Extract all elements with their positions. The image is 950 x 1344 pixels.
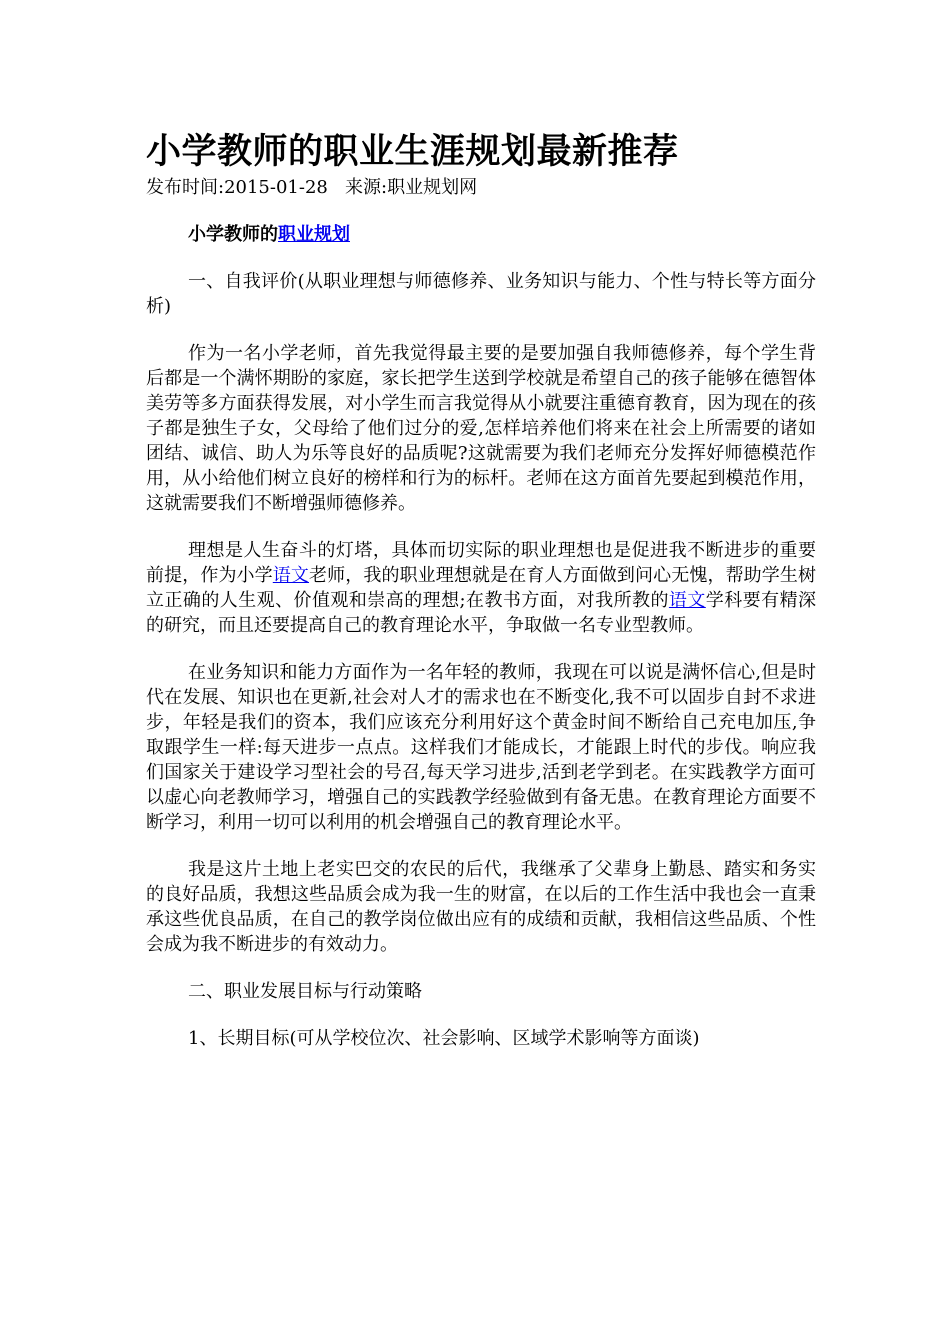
chinese-subject-link-1[interactable]: 语文 xyxy=(272,565,310,586)
goals-heading: 二、职业发展目标与行动策略 xyxy=(188,981,422,1002)
article-meta xyxy=(146,175,846,201)
paragraph-ideals-text-c: 学科要有精深的研究，而且还要提高自己的教育理论水平，争取做一名专业型教师。 xyxy=(146,590,817,636)
paragraph-ideals xyxy=(146,538,816,638)
article-title: 小学教师的职业生涯规划最新推荐 xyxy=(146,131,679,172)
paragraph-ideals-text-a: 理想是人生奋斗的灯塔，具体而切实际的职业理想也是促进我不断进步的重要前提，作为小学 xyxy=(146,540,816,586)
paragraph-ethics: 作为一名小学老师，首先我觉得最主要的是要加强自我师德修养，每个学生背后都是一个满怀期盼的家庭，家长把学生送到学校就是希望自己的孩子能够在德智体美劳等多方面获得发展，对小学生而言我觉得从小就要注重德育教育，因为现在的孩子都是独生子女，父母给了他们过分的爱,怎样培养他们将来在社会上所需要的诸如团结、诚信、助人为乐等良好的品质呢?这就需要为我们老师充分发挥好师德模范作用，从小给他们树立良好的榜样和行为的标杆。老师在这方面首先要起到模范作用，这就需要我们不断增强师德修养。 xyxy=(146,343,816,514)
long-term-goal-heading: 1、长期目标(可从学校位次、社会影响、区域学术影响等方面谈) xyxy=(188,1028,700,1049)
subhead-prefix: 小学教师的 xyxy=(188,224,278,245)
chinese-subject-link-2[interactable]: 语文 xyxy=(668,590,706,611)
paragraph-knowledge: 在业务知识和能力方面作为一名年轻的教师，我现在可以说是满怀信心,但是时代在发展、知识也在更新,社会对人才的需求也在不断变化,我不可以固步自封不求进步，年轻是我们的资本，我们应该充分利用好这个黄金时间不断给自己充电加压,争取跟学生一样:每天进步一点点。这样我们才能成长，才能跟上时代的步伐。响应我们国家关于建设学习型社会的号召,每天学习进步,活到老学到老。在实践教学方面可以虚心向老教师学习，增强自己的实践教学经验做到有备无患。在教育理论方面要不断学习，利用一切可以利用的机会增强自己的教育理论水平。 xyxy=(146,662,816,833)
paragraph-character: 我是这片土地上老实巴交的农民的后代，我继承了父辈身上勤恳、踏实和务实的良好品质，我想这些品质会成为我一生的财富，在以后的工作生活中我也会一直秉承这些优良品质，在自己的教学岗位做出应有的成绩和贡献，我相信这些品质、个性会成为我不断进步的有效动力。 xyxy=(146,859,816,955)
published-date: 2015-01-28 xyxy=(224,177,328,198)
article-body xyxy=(146,218,816,1073)
self-evaluation-heading: 一、自我评价(从职业理想与师德修养、业务知识与能力、个性与特长等方面分析) xyxy=(146,271,816,317)
article-subhead xyxy=(146,222,816,247)
source-label: 来源: xyxy=(345,177,388,198)
published-label: 发布时间: xyxy=(146,177,225,198)
source-name: 职业规划网 xyxy=(387,177,478,198)
career-planning-link[interactable]: 职业规划 xyxy=(278,224,350,245)
paragraph-ideals-text-b: 老师，我的职业理想就是在育人方面做到问心无愧，帮助学生树立正确的人生观、价值观和崇高的理想;在教书方面，对我所教的 xyxy=(146,565,817,611)
